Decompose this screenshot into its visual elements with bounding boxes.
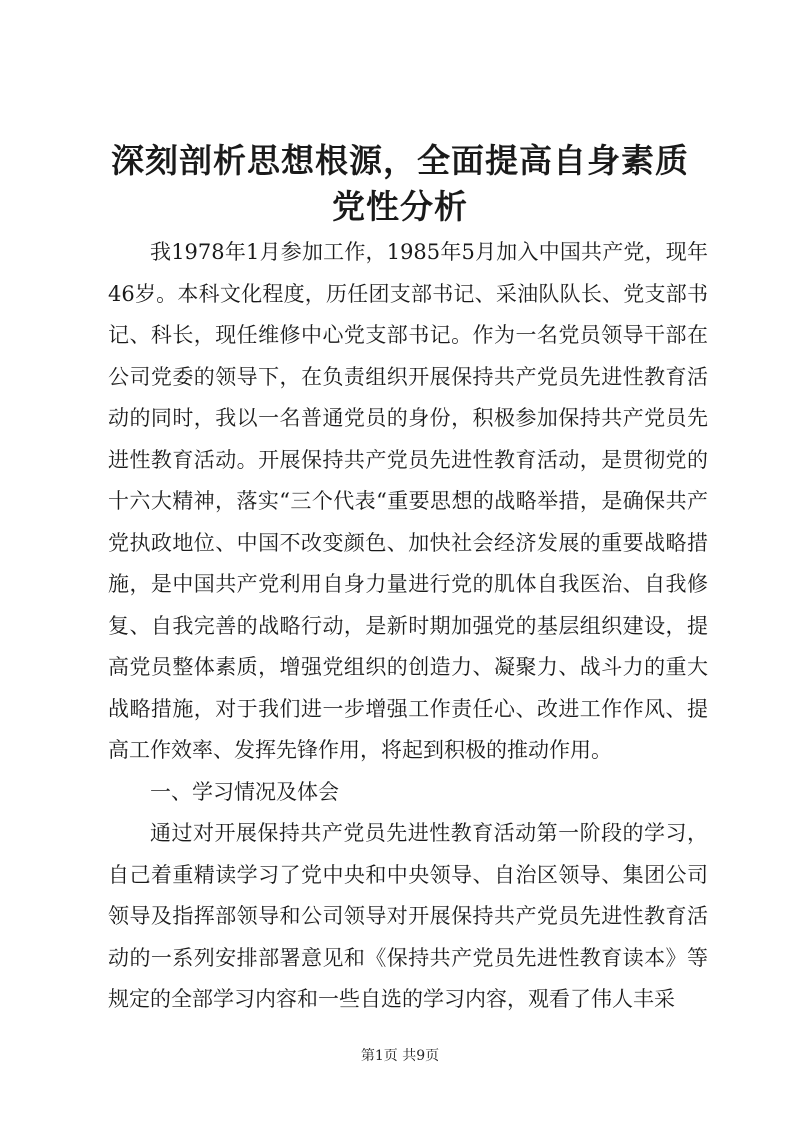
document-body <box>108 232 708 1021</box>
page-number: 第1页 共9页 <box>360 1048 440 1064</box>
document-title: 深刻剖析思想根源，全面提高自身素质党性分析 <box>111 141 689 226</box>
section-paragraph: 通过对开展保持共产党员先进性教育活动第一阶段的学习，自己着重精读学习了党中央和中央领导、自治区领导、集团公司领导及指挥部领导和公司领导对开展保持共产党员先进性教育活动的一系列安排部署意见和《保持共产党员先进性教育读本》等规定的全部学习内容和一些自选的学习内容，观看了伟人丰采 <box>108 821 708 1011</box>
section-heading: 一、学习情况及体会 <box>150 779 339 804</box>
intro-paragraph: 我1978年1月参加工作，1985年5月加入中国共产党，现年46岁。本科文化程度，历任团支部书记、采油队队长、党支部书记、科长，现任维修中心党支部书记。作为一名党员领导干部在公司党委的领导下，在负责组织开展保持共产党员先进性教育活动的同时，我以一名普通党员的身份，积极参加保持共产党员先进性教育活动。开展保持共产党员先进性教育活动，是贯彻党的十六大精神，落实“三个代表“重要思想的战略举措，是确保共产党执政地位、中国不改变颜色、加快社会经济发展的重要战略措施，是中国共产党利用自身力量进行党的肌体自我医治、自我修复、自我完善的战略行动，是新时期加强党的基层组织建设，提高党员整体素质，增强党组织的创造力、凝聚力、战斗力的重大战略措施，对于我们进一步增强工作责任心、改进工作作风、提高工作效率、发挥先锋作用，将起到积极的推动作用。 <box>108 240 708 762</box>
